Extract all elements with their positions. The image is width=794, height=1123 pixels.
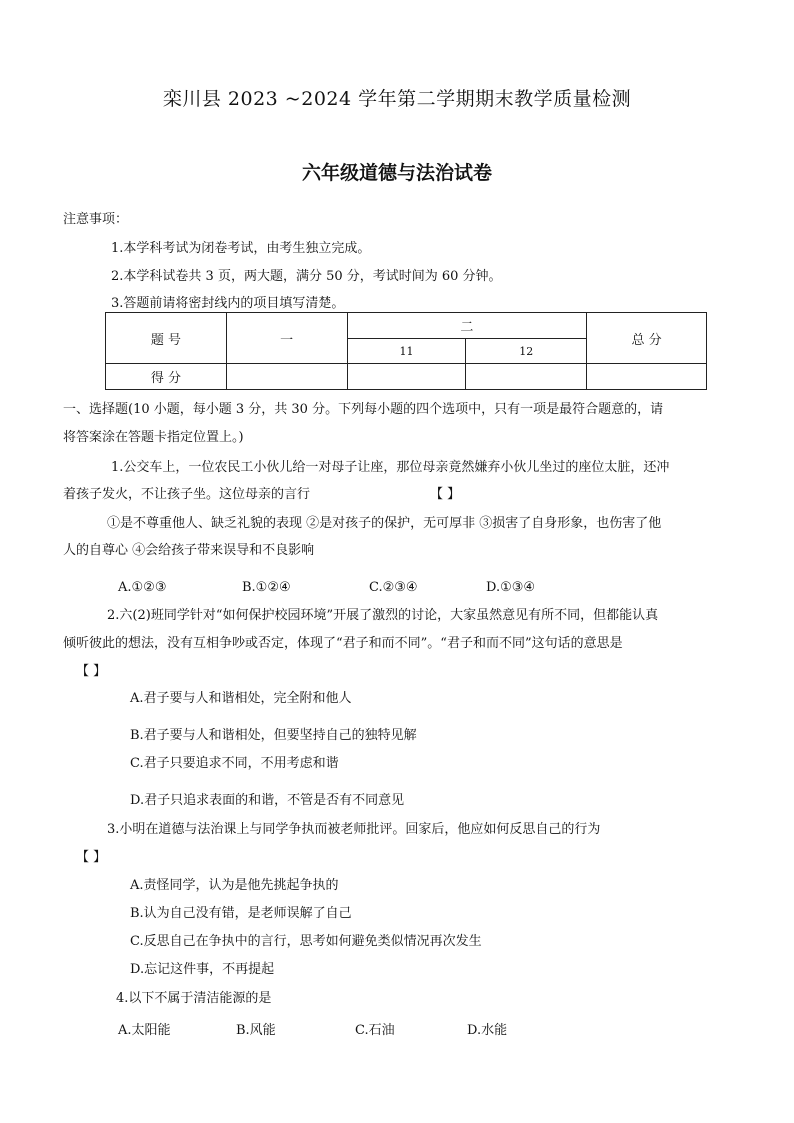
q1-stem-cont: 着孩子发火，不让孩子坐。这位母亲的言行 <box>63 487 311 502</box>
q4-option-a[interactable]: A.太阳能 <box>118 1023 171 1038</box>
q2-stem-cont: 倾听彼此的想法，没有互相争吵或否定，体现了“君子和而不同”。“君子和而不同”这句话的意思是 <box>63 636 623 651</box>
q1-option-d[interactable]: D.①③④ <box>486 580 536 595</box>
q2-option-a[interactable]: A.君子要与人和谐相处，完全附和他人 <box>130 691 352 706</box>
q3-stem: 3.小明在道德与法治课上与同学争执而被老师批评。回家后，他应如何反思自己的行为 <box>107 822 601 837</box>
q3-answer-bracket[interactable]: 【 】 <box>76 850 107 865</box>
table-col-total: 总 分 <box>587 313 707 364</box>
score-cell-11[interactable] <box>347 364 466 390</box>
q1-statements: ①是不尊重他人、缺乏礼貌的表现 ②是对孩子的保护，无可厚非 ③损害了自身形象，也伤害了他 <box>107 516 662 531</box>
table-label-number: 题 号 <box>106 313 227 364</box>
q3-option-b[interactable]: B.认为自己没有错，是老师误解了自己 <box>130 906 352 921</box>
note-item: 2.本学科试卷共 3 页，两大题，满分 50 分，考试时间为 60 分钟。 <box>111 269 502 284</box>
q1-statements-cont: 人的自尊心 ④会给孩子带来误导和不良影响 <box>63 543 315 558</box>
section1-intro-cont: 将答案涂在答题卡指定位置上。) <box>63 430 244 445</box>
table-col-one: 一 <box>226 313 347 364</box>
notes-heading: 注意事项： <box>63 212 129 227</box>
q2-option-b[interactable]: B.君子要与人和谐相处，但要坚持自己的独特见解 <box>130 728 417 743</box>
q4-stem: 4.以下不属于清洁能源的是 <box>116 991 272 1006</box>
table-col-two: 二 <box>347 313 587 339</box>
q4-option-d[interactable]: D.水能 <box>467 1023 508 1038</box>
q4-option-c[interactable]: C.石油 <box>355 1023 395 1038</box>
q4-option-b[interactable]: B.风能 <box>236 1023 276 1038</box>
table-col-two-sub-12: 12 <box>466 339 587 364</box>
exam-subtitle: 六年级道德与法治试卷 <box>301 162 492 184</box>
score-cell-one[interactable] <box>226 364 347 390</box>
table-col-two-sub-11: 11 <box>347 339 466 364</box>
q2-option-d[interactable]: D.君子只追求表面的和谐，不管是否有不同意见 <box>130 793 405 808</box>
table-label-score: 得 分 <box>106 364 227 390</box>
q3-option-d[interactable]: D.忘记这件事，不再提起 <box>130 962 275 977</box>
q1-option-b[interactable]: B.①②④ <box>242 580 291 595</box>
q2-answer-bracket[interactable]: 【 】 <box>76 664 107 679</box>
q3-option-a[interactable]: A.责怪同学，认为是他先挑起争执的 <box>130 878 339 893</box>
q3-option-c[interactable]: C.反思自己在争执中的言行，思考如何避免类似情况再次发生 <box>130 934 482 949</box>
exam-title: 栾川县 2023 ~2024 学年第二学期期末教学质量检测 <box>162 88 632 110</box>
score-table <box>105 312 707 390</box>
note-item: 1.本学科考试为闭卷考试，由考生独立完成。 <box>111 241 371 256</box>
score-cell-12[interactable] <box>466 364 587 390</box>
q1-option-a[interactable]: A.①②③ <box>118 580 167 595</box>
q1-option-c[interactable]: C.②③④ <box>369 580 418 595</box>
q2-option-c[interactable]: C.君子只要追求不同，不用考虑和谐 <box>130 756 339 771</box>
note-item: 3.答题前请将密封线内的项目填写清楚。 <box>111 296 345 311</box>
q2-stem: 2.六(2)班同学针对“如何保护校园环境”开展了激烈的讨论，大家虽然意见有所不同，但都能认真 <box>107 608 659 623</box>
q1-stem: 1.公交车上，一位农民工小伙儿给一对母子让座，那位母亲竟然嫌弃小伙儿坐过的座位太脏，还冲 <box>111 460 670 475</box>
score-cell-total[interactable] <box>587 364 707 390</box>
section1-intro: 一、选择题(10 小题，每小题 3 分，共 30 分。下列每小题的四个选项中，只有一项是最符合题意的，请 <box>63 402 664 417</box>
q1-answer-bracket[interactable]: 【 】 <box>430 487 461 502</box>
